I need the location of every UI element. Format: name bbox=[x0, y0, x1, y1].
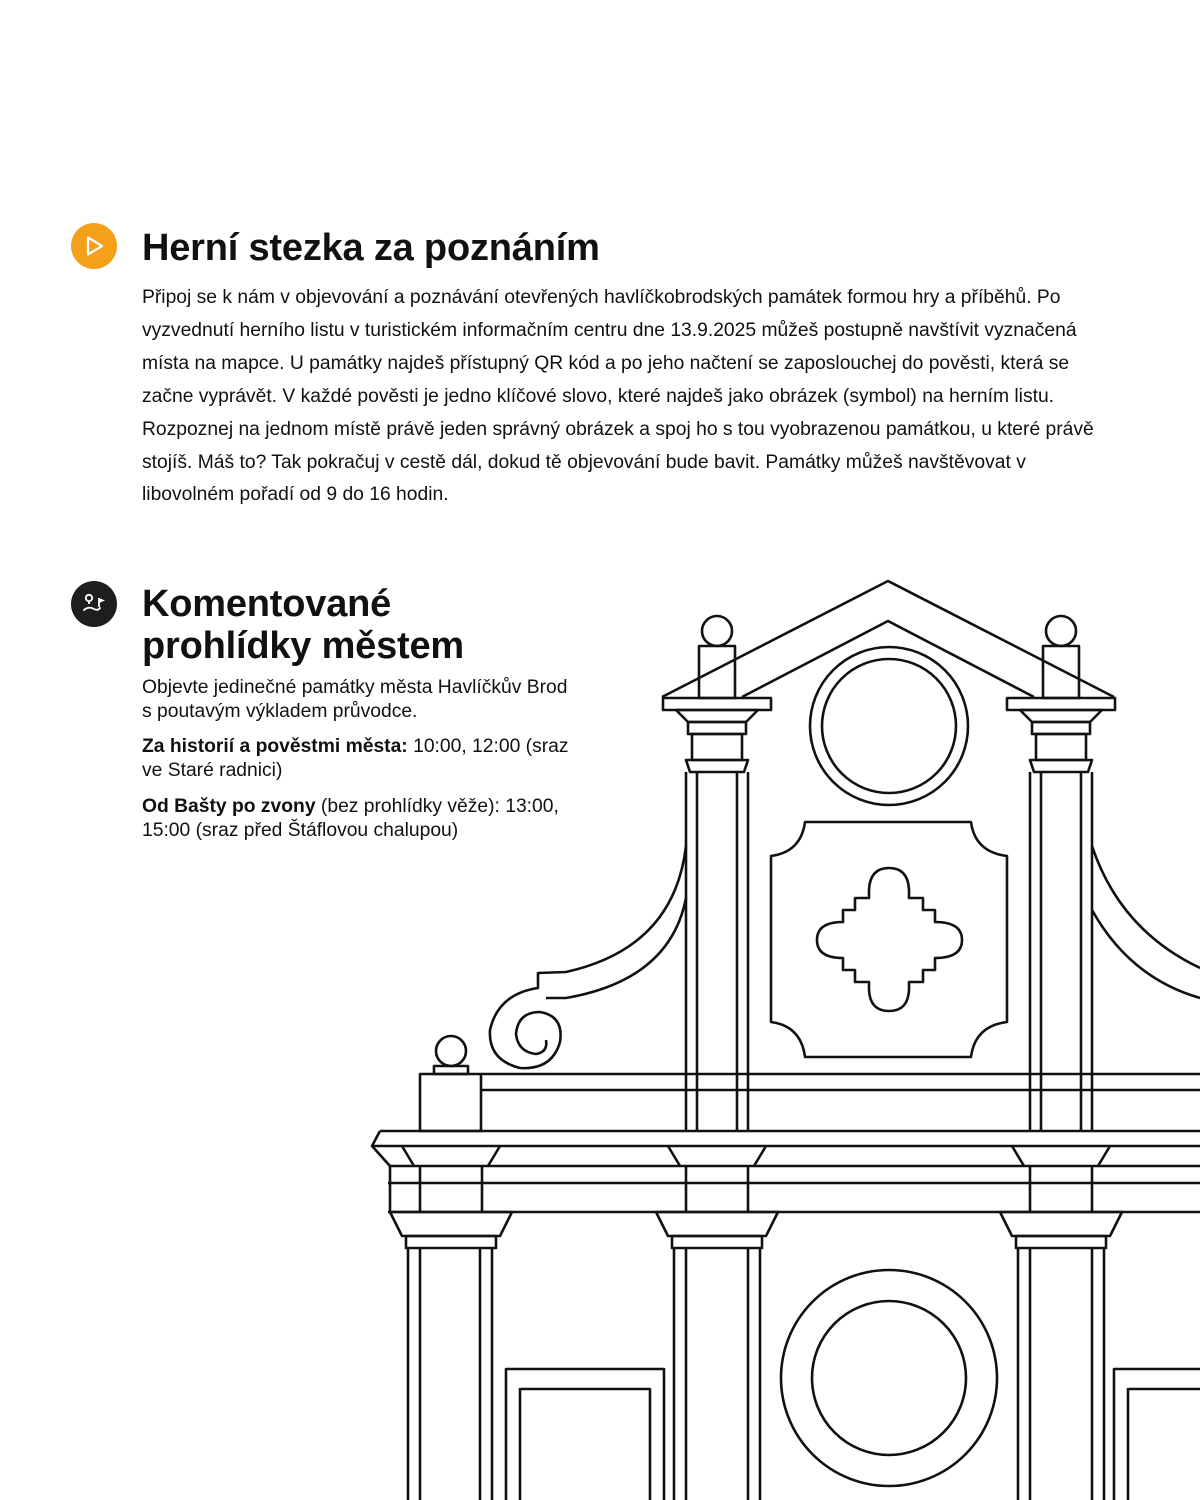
section-title-guided-tours bbox=[142, 583, 562, 667]
tour-name: Za historií a pověstmi města: bbox=[142, 736, 408, 757]
tour-details: 10:00, 12:00 (sraz ve Staré radnici) bbox=[142, 736, 569, 781]
guide-route-icon bbox=[80, 590, 108, 618]
guided-tours-intro: Objevte jedinečné památky města Havlíčkův Brod s poutavým výkladem průvodce. bbox=[142, 677, 568, 722]
tour-history-legends bbox=[142, 735, 572, 783]
tour-name: Od Bašty po zvony bbox=[142, 796, 316, 817]
section-title-game-trail: Herní stezka za poznáním bbox=[142, 227, 600, 269]
play-icon-badge bbox=[71, 223, 117, 269]
section-title-line-1: Komentované bbox=[142, 583, 392, 625]
section-title-line-2: prohlídky městem bbox=[142, 625, 465, 667]
play-icon bbox=[81, 233, 107, 259]
tour-details: (bez prohlídky věže): 13:00, 15:00 (sraz před Štáflovou chalupou) bbox=[142, 796, 559, 841]
section-body-game-trail: Připoj se k nám v objevování a poznávání otevřených havlíčkobrodských památek formou hry a příběhů. Po vyzvednutí herního listu v turistickém informačním centru dne 13.9.2025 můžeš postupně navštívit vyznačená místa na mapce. U památky najdeš přístupný QR kód a po jeho načtení se zaposlouchej do pověsti, která se začne vyprávět. V každé pověsti je jedno klíčové slovo, které najdeš jako obrázek (symbol) na herním listu. Rozpoznej na jednom místě právě jeden správný obrázek a spoj ho s tou vyobrazenou památkou, u které právě stojíš. Máš to? Tak pokračuj v cestě dál, dokud tě objevování bude bavit. Památky můžeš navštěvovat v libovolném pořadí od 9 do 16 hodin. bbox=[142, 287, 1094, 506]
guide-route-icon-badge bbox=[71, 581, 117, 627]
tour-bastion-bells bbox=[142, 795, 572, 843]
